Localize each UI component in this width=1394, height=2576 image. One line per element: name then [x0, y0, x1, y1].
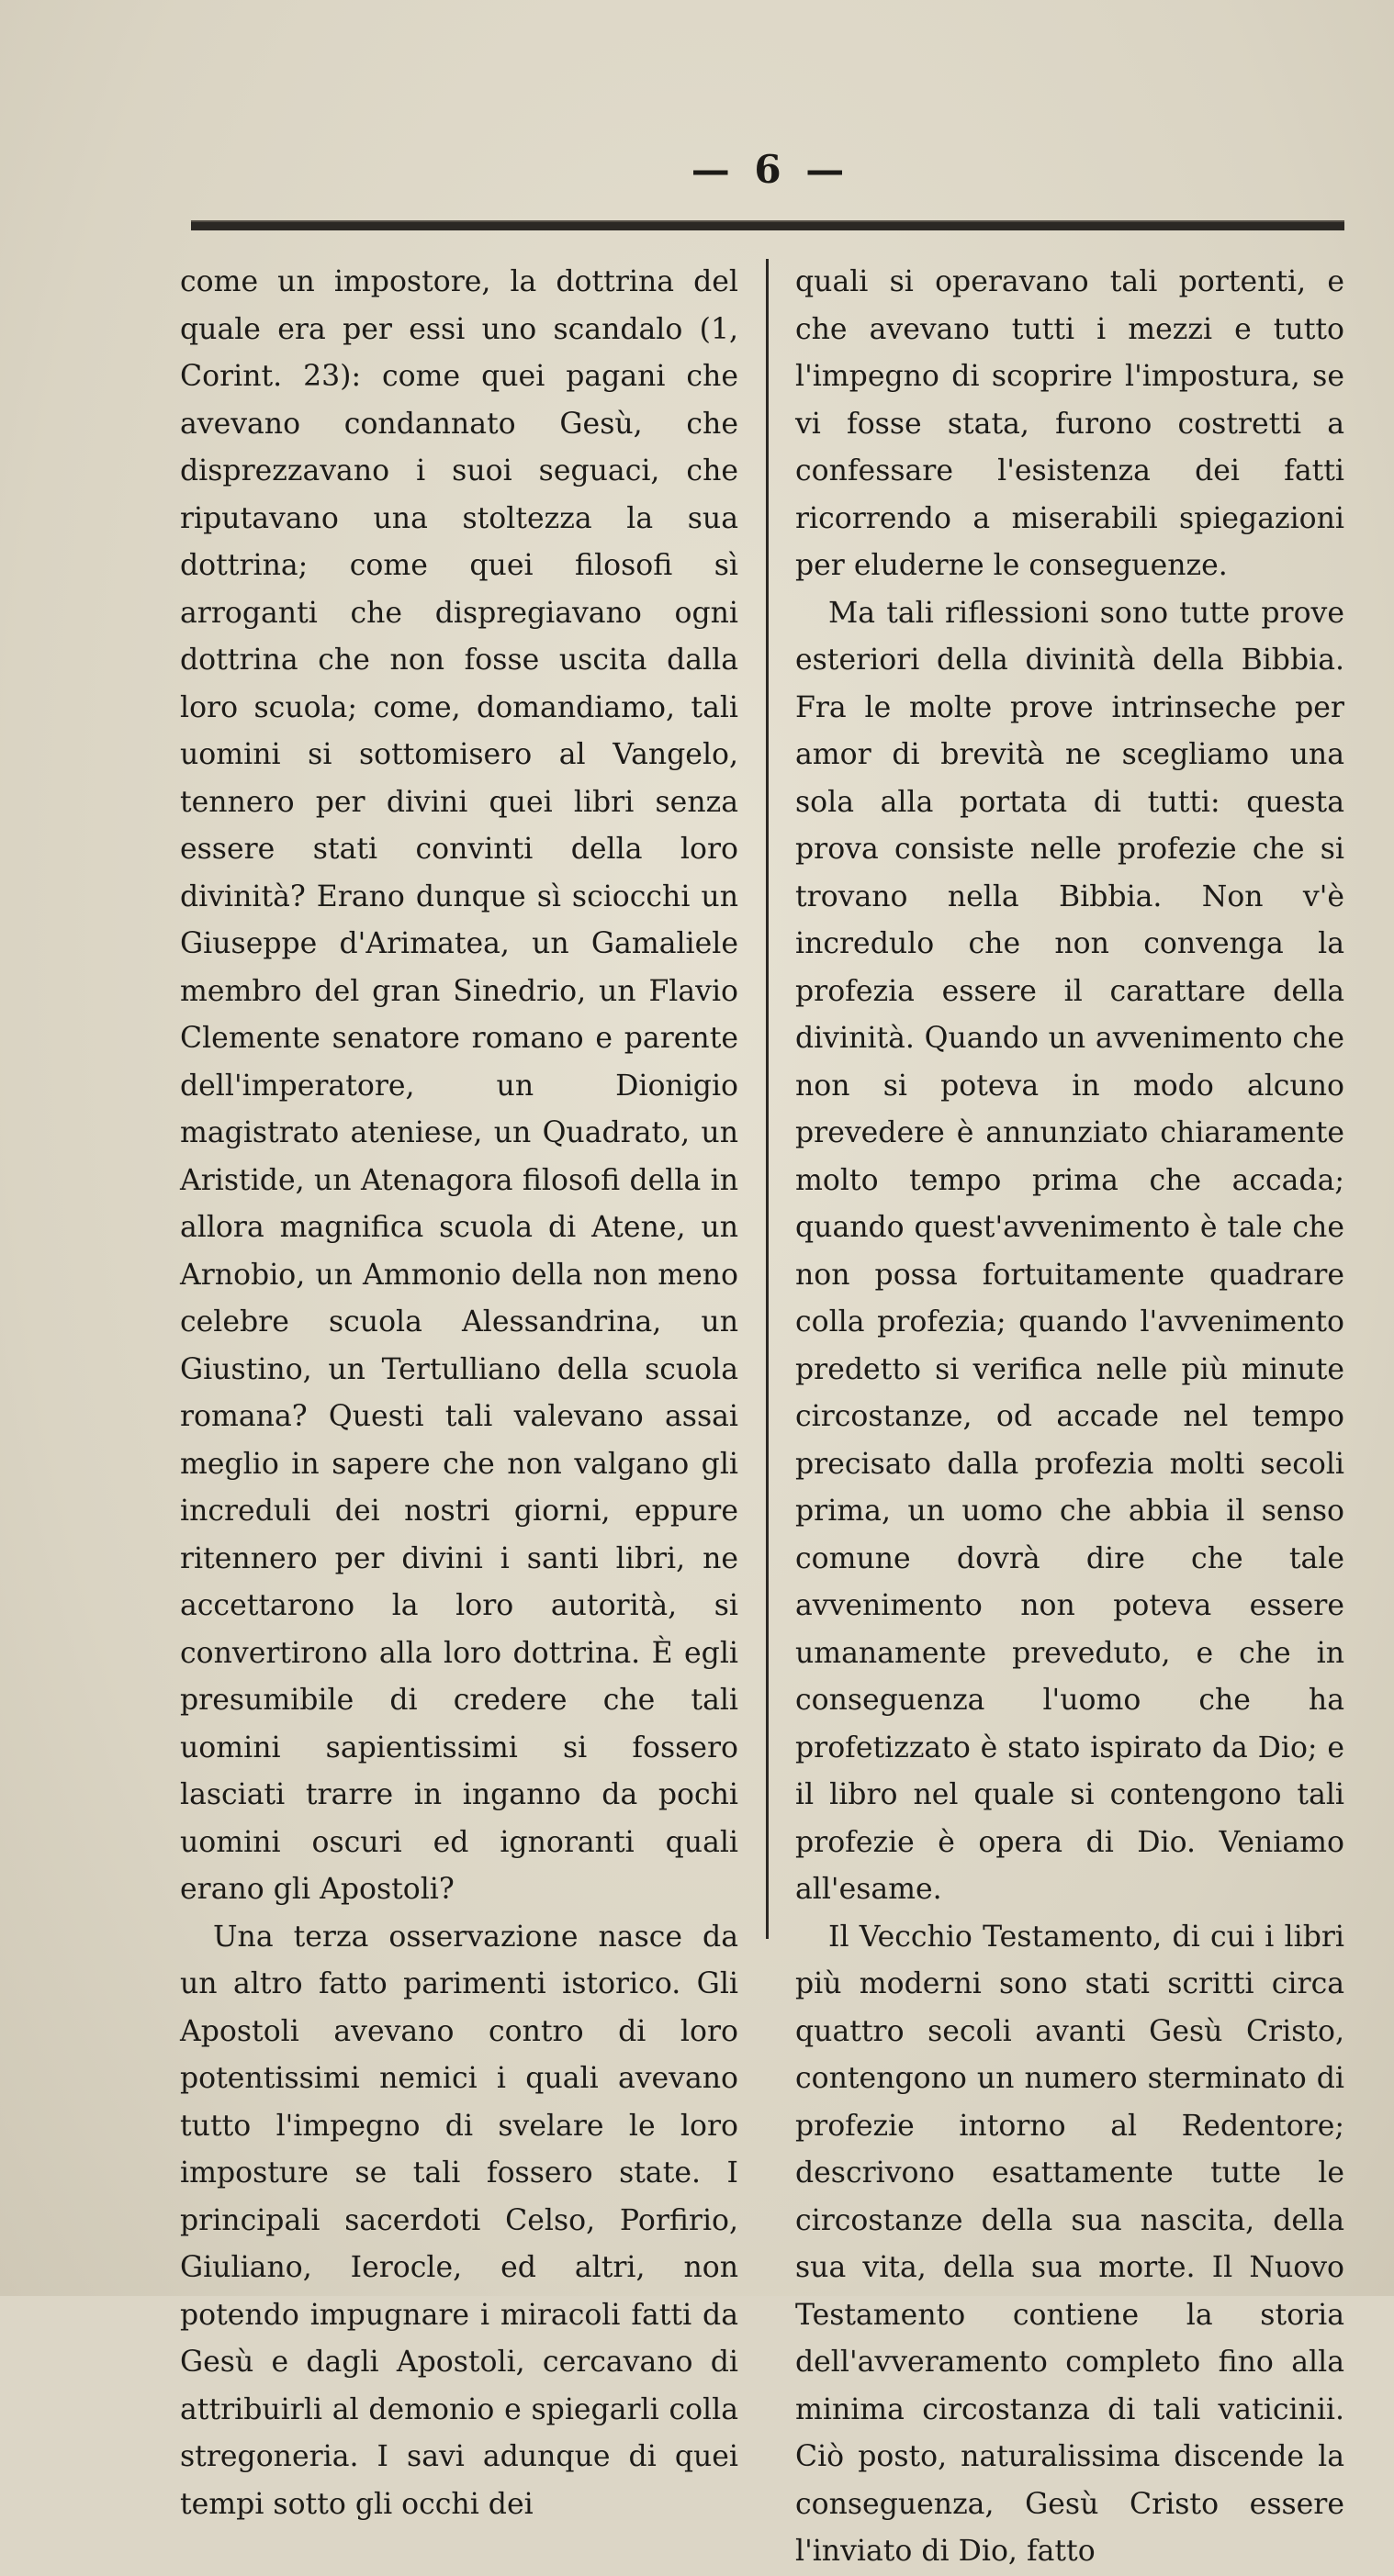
right-paragraph-3: Il Vecchio Testamento, di cui i libri più moderni sono stati scritti circa quattro secoli avanti Gesù Cristo, contengono un numero sterminato di profezie intorno al Redentore; descrivono esattamente tutte le circostanze della sua nascita, della sua vita, della sua morte. Il Nuovo Testamento contiene la storia dell'avveramento completo fino alla minima circostanza di tali vaticinii. Ciò posto, naturalissima discende la conseguenza, Gesù Cristo essere l'inviato di Dio, fatto — [795, 1920, 1344, 2568]
column-divider — [766, 259, 769, 1939]
left-column — [180, 259, 738, 2528]
right-column — [795, 259, 1344, 2576]
right-paragraph-2: Ma tali riflessioni sono tutte prove esteriori della divinità della Bibbia. Fra le molte prove intrinseche per amor di brevità ne scegliamo una sola alla portata di tutti: questa prova consiste nelle profezie che si trovano nella Bibbia. Non v'è incredulo che non convenga la profezia essere il carattare della divinità. Quando un avvenimento che non si poteva in modo alcuno prevedere è annunziato chiaramente molto tempo prima che accada; quando quest'avvenimento è tale che non possa fortuitamente quadrare colla profezia; quando l'avvenimento predetto si verifica nelle più minute circostanze, od accade nel tempo precisato dalla profezia molti secoli prima, un uomo che abbia il senso comune dovrà dire che tale avvenimento non poteva essere umanamente preveduto, e che in conseguenza l'uomo che ha profetizzato è stato ispirato da Dio; e il libro nel quale si contengono tali profezie è opera di Dio. Veniamo all'esame. — [795, 596, 1344, 1906]
left-paragraph-1: come un impostore, la dottrina del quale era per essi uno scandalo (1, Corint. 23): come quei pagani che avevano condannato Gesù, che disprezzavano i suoi seguaci, che riputavano una stoltezza la sua dottrina; come quei filosofi sì arroganti che dispregiavano ogni dottrina che non fosse uscita dalla loro scuola; come, domandiamo, tali uomini si sottomisero al Vangelo, tennero per divini quei libri senza essere stati convinti della loro divinità? Erano dunque sì sciocchi un Giuseppe d'Arimatea, un Gamaliele membro del gran Sinedrio, un Flavio Clemente senatore romano e parente dell'imperatore, un Dionigio magistrato ateniese, un Quadrato, un Aristide, un Atenagora filosofi della in allora magnifica scuola di Atene, un Arnobio, un Ammonio della non meno celebre scuola Alessandrina, un Giustino, un Tertulliano della scuola romana? Questi tali valevano assai meglio in sapere che non valgano gli increduli dei nostri giorni, eppure ritennero per divini i santi libri, ne accettarono la loro autorità, si convertirono alla loro dottrina. È egli presumibile di credere che tali uomini sapientissimi si fossero lasciati trarre in inganno da pochi uomini oscuri ed ignoranti quali erano gli Apostoli? — [180, 265, 738, 1906]
page-number: — 6 — — [691, 147, 850, 192]
right-paragraph-1: quali si operavano tali portenti, e che avevano tutti i mezzi e tutto l'impegno di scoprire l'impostura, se vi fosse stata, furono costretti a confessare l'esistenza dei fatti ricorrendo a miserabili spiegazioni per eluderne le conseguenze. — [795, 265, 1344, 582]
header-rule — [191, 220, 1344, 230]
left-paragraph-2: Una terza osservazione nasce da un altro fatto parimenti istorico. Gli Apostoli avevano contro di loro potentissimi nemici i quali avevano tutto l'impegno di svelare le loro imposture se tali fossero state. I principali sacerdoti Celso, Porfirio, Giuliano, Ierocle, ed altri, non potendo impugnare i miracoli fatti da Gesù e dagli Apostoli, cercavano di attribuirli al demonio e spiegarli colla stregoneria. I savi adunque di quei tempi sotto gli occhi dei — [180, 1920, 738, 2521]
